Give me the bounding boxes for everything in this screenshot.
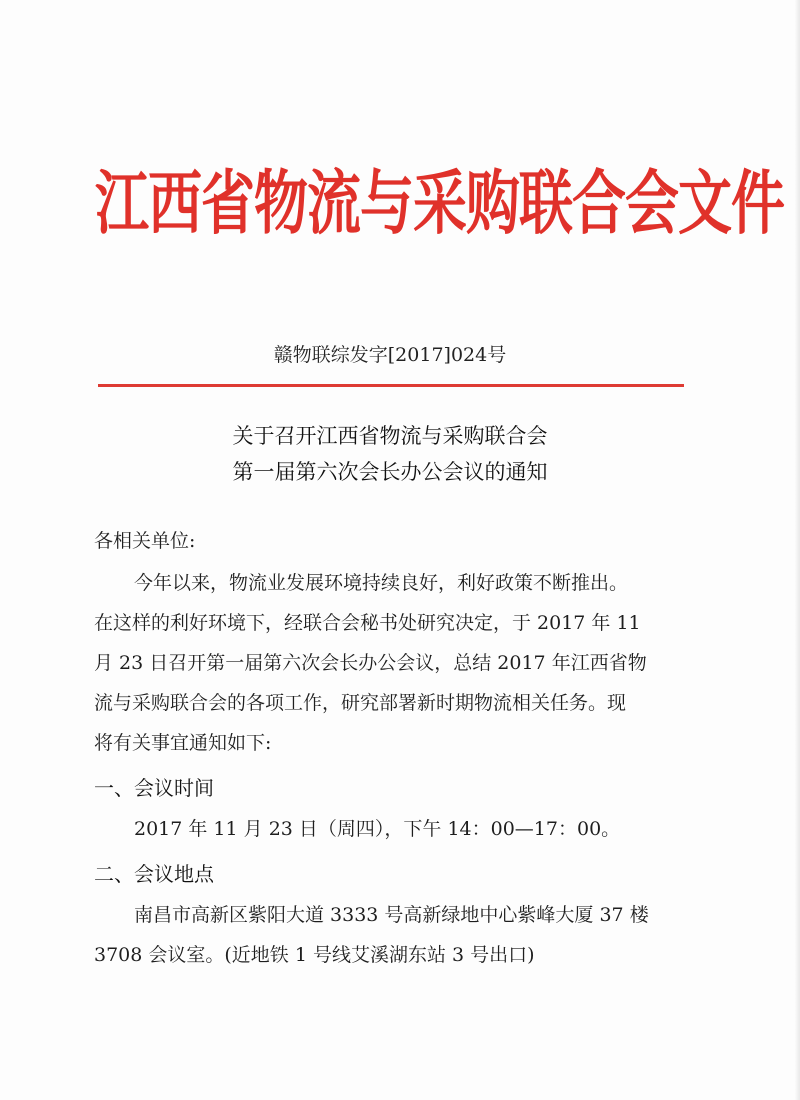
intro-line: 在这样的利好环境下，经联合会秘书处研究决定，于 2017 年 11 <box>94 612 641 634</box>
scan-edge-shadow <box>794 0 800 1100</box>
intro-line: 将有关事宜通知如下: <box>94 732 272 754</box>
section-heading-meeting-place: 二、会议地点 <box>94 862 214 886</box>
intro-line: 今年以来，物流业发展环境持续良好，利好政策不断推出。 <box>134 572 629 594</box>
notice-title-line-2: 第一届第六次会长办公会议的通知 <box>232 460 548 484</box>
intro-line: 流与采购联合会的各项工作，研究部署新时期物流相关任务。现 <box>94 692 627 714</box>
meeting-time-text: 2017 年 11 月 23 日（周四），下午 14：00—17：00。 <box>134 818 621 840</box>
red-separator-line <box>98 384 684 387</box>
notice-title-line-1: 关于召开江西省物流与采购联合会 <box>232 424 548 448</box>
document-number: 赣物联综发字[2017]024号 <box>273 344 507 366</box>
meeting-place-line: 南昌市高新区紫阳大道 3333 号高新绿地中心紫峰大厦 37 楼 <box>134 904 649 926</box>
intro-line: 月 23 日召开第一届第六次会长办公会议，总结 2017 年江西省物 <box>94 652 647 674</box>
meeting-place-line: 3708 会议室。(近地铁 1 号线艾溪湖东站 3 号出口) <box>94 944 535 966</box>
section-heading-meeting-time: 一、会议时间 <box>94 776 214 800</box>
salutation: 各相关单位: <box>94 530 196 552</box>
red-masthead: 江西省物流与采购联合会文件 <box>95 161 784 244</box>
